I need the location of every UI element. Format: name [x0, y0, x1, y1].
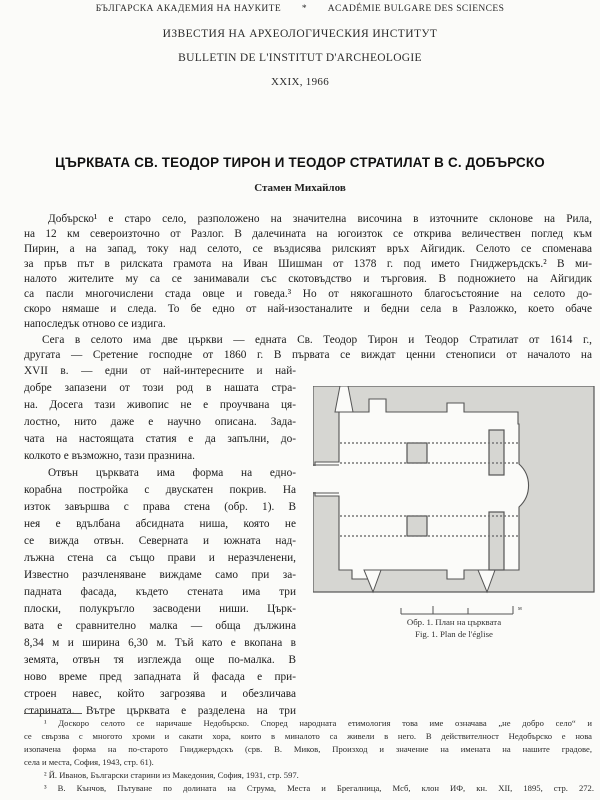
body-line: земята, отвън тя изглежда още по-малка. В	[24, 654, 296, 666]
body-line: Сега в селото има две църкви — едната Св. Теодор Тирон и Теодор Стратилат от 1614 г.,	[42, 334, 592, 346]
footnote-3: ³ В. Кънчов, Пътуване по долината на Струма, Места и Брегалница, Мсб, клон ИФ, кн. XII, 1895, стр. 272.	[44, 783, 594, 793]
body-line: Отвън църквата има форма на едно-	[48, 467, 296, 479]
body-line: ново време пред западната й фасада е при-	[24, 671, 296, 683]
body-line: на. Досега тази живопис не е проучвана ця-	[24, 399, 296, 411]
body-line: колкото е възможно, тази празнина.	[24, 450, 195, 462]
footnote-divider	[24, 713, 82, 714]
article-author: Стамен Михайлов	[254, 182, 346, 194]
article-title: ЦЪРКВАТА СВ. ТЕОДОР ТИРОН И ТЕОДОР СТРАТИЛАТ В С. ДОБЪРСКО	[55, 155, 545, 170]
academy-name-bg: БЪЛГАРСКА АКАДЕМИЯ НА НАУКИТЕ	[95, 4, 282, 14]
body-line: XVII в. — едни от най-интересните и най-	[24, 365, 296, 377]
footnote-2: ² Й. Иванов, Български старини из Македония, София, 1931, стр. 597.	[44, 770, 299, 780]
body-line: строен навес, който загрозява и обезличава	[24, 688, 296, 700]
series-title-bg: ИЗВЕСТИЯ НА АРХЕОЛОГИЧЕСКИЯ ИНСТИТУТ	[162, 28, 438, 40]
volume-year: XXIX, 1966	[271, 76, 329, 88]
body-line: старината. Вътре църквата е разделена на три	[24, 705, 296, 717]
body-line: плоски, полукръгло засводени ниши. Църк-	[24, 603, 296, 615]
body-line: Пирин, а на запад, току над селото, се въздисява рилският връх Айгидик. Селото се споменава	[24, 243, 592, 255]
body-line: изток завършва с права стена (обр. 1). В	[24, 501, 296, 513]
figure-caption-bg: Обр. 1. План на църквата	[406, 617, 502, 627]
scale-bar-unit: м	[518, 606, 522, 612]
body-line: налото жителите му са се занимавали със скотовъдство и търговия. В подножието на Айгидик	[24, 273, 592, 285]
body-line: Добърско¹ е старо село, разположено на значителна височина в източните склонове на Рила,	[48, 213, 592, 225]
body-line: чата на настоящата статия е да запълни, до-	[24, 433, 296, 445]
body-line: лъжна стена са също прави и неразчленени,	[24, 552, 296, 564]
body-line: лостно, нито даже е научно описана. Зада-	[24, 416, 296, 428]
body-line: добре запазени от този род в нашата стра-	[24, 382, 296, 394]
body-line: корабна постройка с двускатен покрив. На	[24, 484, 296, 496]
floor-plan-drawing	[313, 386, 595, 616]
body-line: падната фасада, където стената има три	[24, 586, 296, 598]
body-line: скоро нямаше и следа. То бе едно от най-изостаналите и бедни села в Разложко, което обаче	[24, 303, 592, 315]
body-line: 8,34 м и ширина 6,30 м. Тъй като е вкопана в	[24, 637, 296, 649]
body-line: вата е сравнително малка — обща дължина	[24, 620, 296, 632]
body-line: нея е вдълбана абсидната ниша, която не	[24, 518, 296, 530]
body-line: другата — Сретение господне от 1860 г. В първата се виждат ценни стенописи от началото на	[24, 349, 592, 361]
series-title-fr: BULLETIN DE L'INSTITUT D'ARCHEOLOGIE	[178, 52, 422, 64]
scale-bar	[401, 606, 513, 614]
academy-header	[0, 4, 600, 14]
body-line: за пръв път в рилската грамота на Иван Шишман от 1378 г. под името Гниджеръдскъ.² В ми-	[24, 258, 592, 270]
church-floor-plan	[313, 386, 595, 593]
header-separator: *	[301, 4, 307, 14]
body-line: са пасли многочислени стада овце и говеда.³ Но от някогашното благосъстояние на селото до-	[24, 288, 592, 300]
footnote-1-line: села и места, София, 1943, стр. 61).	[24, 757, 154, 767]
academy-name-fr: ACADÉMIE BULGARE DES SCIENCES	[327, 4, 505, 14]
body-line: напоследък отново се издига.	[24, 318, 166, 330]
figure-caption-fr: Fig. 1. Plan de l'église	[415, 629, 493, 639]
footnote-1-line: изопачена форма на по-старото Гниджеръдскъ (срв. В. Миков, Произход и значение на имената на нашите градове,	[24, 744, 592, 754]
footnote-1-line: се свързва с многото хроми и сакати хора, които в миналото са живели в него. В действителност Недобърско е нова	[24, 731, 592, 741]
footnote-1-line: ¹ Доскоро селото се наричаше Недобърско. Според народната етимология това име означава „не добро село“ и	[44, 718, 592, 728]
body-line: се вижда отвън. Северната и южната над-	[24, 535, 296, 547]
body-line: на 12 км североизточно от Разлог. В далечината на югоизток се открива величествен поглед към	[24, 228, 592, 240]
body-line: Известно разчленяване виждаме само при за-	[24, 569, 296, 581]
